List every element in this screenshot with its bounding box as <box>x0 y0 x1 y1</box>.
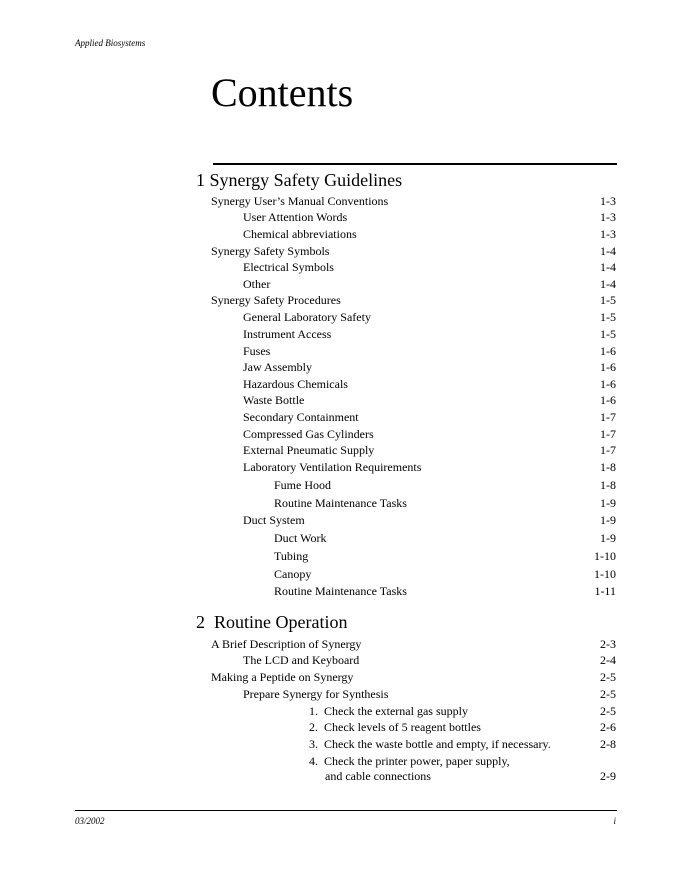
step-text: Check the external gas supply <box>324 704 468 718</box>
toc-page-number: 1-5 <box>600 310 616 324</box>
toc-entry[interactable]: Canopy <box>274 567 312 581</box>
toc-entry[interactable]: Routine Maintenance Tasks <box>274 496 407 510</box>
toc-page-number: 1-5 <box>600 293 616 307</box>
chapter-number: 2 <box>196 612 205 632</box>
toc-page-number: 1-7 <box>600 443 616 457</box>
toc-page-number: 1-8 <box>600 460 616 474</box>
toc-entry[interactable]: Fume Hood <box>274 478 331 492</box>
toc-page-number: 2-3 <box>600 637 616 651</box>
toc-page-number: 2-5 <box>600 687 616 701</box>
toc-entry[interactable]: Synergy Safety Procedures <box>211 293 341 307</box>
toc-page-number: 2-5 <box>600 670 616 684</box>
toc-page-number: 1-6 <box>600 393 616 407</box>
toc-entry[interactable]: Secondary Containment <box>243 410 359 424</box>
toc-page-number: 1-10 <box>594 567 616 581</box>
toc-page-number: 2-6 <box>600 720 616 734</box>
toc-page-number: 1-10 <box>594 549 616 563</box>
toc-entry[interactable]: Instrument Access <box>243 327 332 341</box>
toc-page-number: 1-4 <box>600 260 616 274</box>
toc-entry[interactable]: Prepare Synergy for Synthesis <box>243 687 389 701</box>
toc-page-number: 1-6 <box>600 360 616 374</box>
toc-entry[interactable]: Duct System <box>243 513 305 527</box>
toc-page-number: 1-4 <box>600 244 616 258</box>
footer-rule <box>75 810 617 811</box>
toc-step[interactable] <box>303 704 468 719</box>
toc-step[interactable] <box>303 754 510 769</box>
toc-entry[interactable]: Waste Bottle <box>243 393 305 407</box>
toc-entry[interactable]: Hazardous Chemicals <box>243 377 348 391</box>
chapter-2-heading[interactable] <box>196 611 347 633</box>
toc-entry[interactable]: Making a Peptide on Synergy <box>211 670 354 684</box>
toc-entry[interactable]: Duct Work <box>274 531 327 545</box>
toc-entry[interactable]: Jaw Assembly <box>243 360 312 374</box>
toc-entry[interactable]: External Pneumatic Supply <box>243 443 375 457</box>
toc-page-number: 1-11 <box>594 584 616 598</box>
chapter-number: 1 <box>196 170 205 190</box>
toc-entry[interactable]: Other <box>243 277 271 291</box>
chapter-title: Routine Operation <box>214 612 348 632</box>
toc-page-number: 2-4 <box>600 653 616 667</box>
toc-page-number: 1-7 <box>600 410 616 424</box>
toc-entry[interactable]: The LCD and Keyboard <box>243 653 360 667</box>
toc-entry[interactable]: Synergy Safety Symbols <box>211 244 330 258</box>
toc-entry[interactable]: User Attention Words <box>243 210 348 224</box>
toc-page-number: 1-5 <box>600 327 616 341</box>
toc-page-number: 1-6 <box>600 377 616 391</box>
step-text: Check the waste bottle and empty, if necessary. <box>324 737 551 751</box>
toc-entry[interactable]: Routine Maintenance Tasks <box>274 584 407 598</box>
step-number: 3. <box>309 737 318 751</box>
step-number: 4. <box>309 754 318 768</box>
footer-page-number: i <box>613 816 616 826</box>
footer-date: 03/2002 <box>75 816 105 826</box>
toc-page-number: 1-3 <box>600 194 616 208</box>
chapter-title: Synergy Safety Guidelines <box>209 170 403 190</box>
toc-page-number: 1-4 <box>600 277 616 291</box>
toc-page-number: 1-6 <box>600 344 616 358</box>
toc-entry[interactable]: Tubing <box>274 549 309 563</box>
toc-page-number: 2-9 <box>600 769 616 783</box>
toc-page-number: 1-9 <box>600 513 616 527</box>
chapter-1-heading[interactable] <box>196 169 402 191</box>
toc-page-number: 1-9 <box>600 531 616 545</box>
step-number: 2. <box>309 720 318 734</box>
toc-page-number: 1-3 <box>600 227 616 241</box>
toc-page-number: 2-8 <box>600 737 616 751</box>
step-continuation: and cable connections <box>325 769 431 783</box>
step-text: Check levels of 5 reagent bottles <box>324 720 481 734</box>
toc-entry[interactable]: A Brief Description of Synergy <box>211 637 362 651</box>
toc-entry[interactable]: General Laboratory Safety <box>243 310 371 324</box>
toc-step[interactable] <box>303 737 551 752</box>
toc-entry[interactable]: Laboratory Ventilation Requirements <box>243 460 422 474</box>
toc-entry[interactable]: Electrical Symbols <box>243 260 334 274</box>
toc-entry[interactable]: Chemical abbreviations <box>243 227 357 241</box>
toc-page-number: 1-3 <box>600 210 616 224</box>
toc-page-number: 1-8 <box>600 478 616 492</box>
toc-page-number: 2-5 <box>600 704 616 718</box>
toc-entry[interactable]: Compressed Gas Cylinders <box>243 427 374 441</box>
step-number: 1. <box>309 704 318 718</box>
page-title: Contents <box>211 70 354 115</box>
running-header: Applied Biosystems <box>75 38 146 48</box>
toc-entry[interactable]: Synergy User’s Manual Conventions <box>211 194 389 208</box>
title-rule <box>213 163 617 165</box>
toc-page-number: 1-9 <box>600 496 616 510</box>
step-text: Check the printer power, paper supply, <box>324 754 510 768</box>
toc-page-number: 1-7 <box>600 427 616 441</box>
toc-step[interactable] <box>303 720 481 735</box>
toc-entry[interactable]: Fuses <box>243 344 271 358</box>
